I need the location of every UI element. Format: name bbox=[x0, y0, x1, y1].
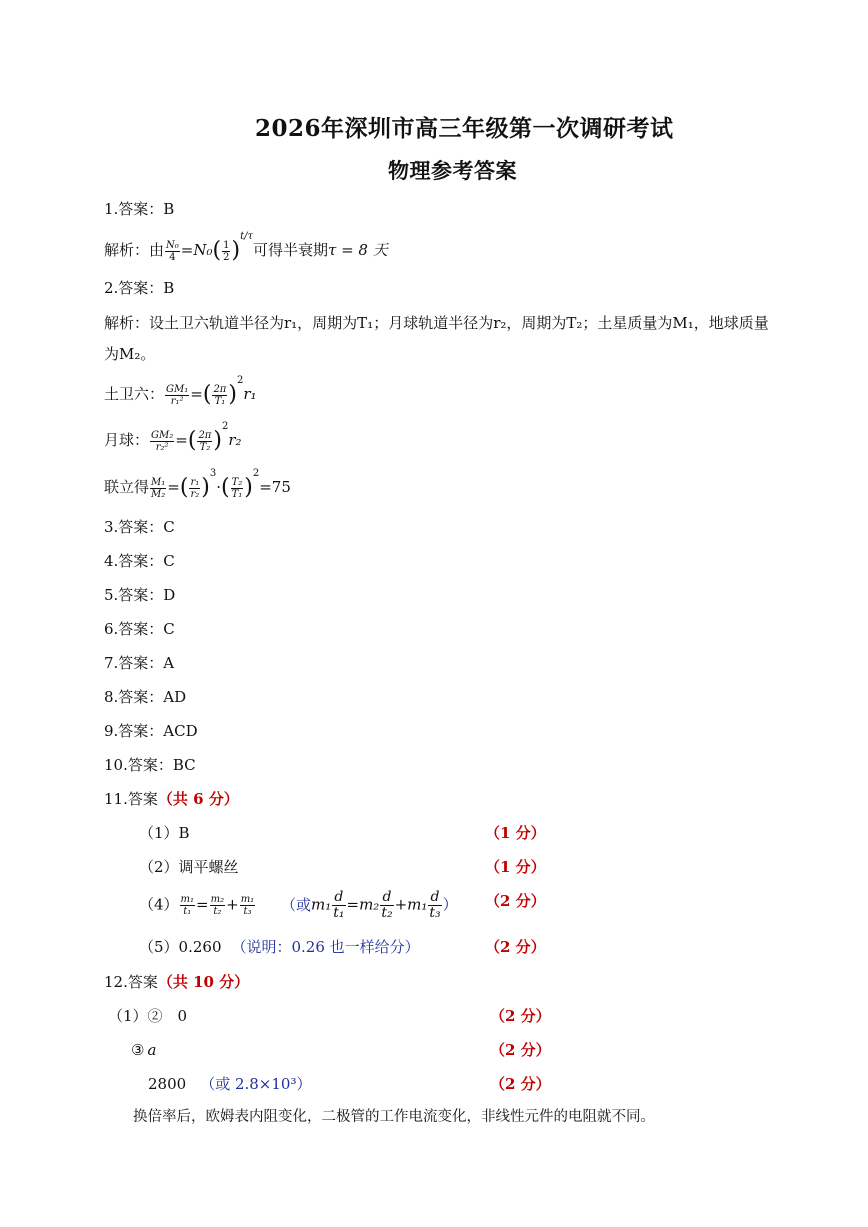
q2-analysis-line1: 解析：设土卫六轨道半径为r₁，周期为T₁；月球轨道半径为r₂，周期为T₂；土星质量为M₁，地球质量 bbox=[104, 314, 769, 332]
q2-combine-p1: $\frac{\text{r₁}}{\text{r₂}}$ bbox=[190, 476, 200, 500]
q1-half: $\frac{1}{2}$ bbox=[223, 239, 230, 263]
q2-moon6-frac: $\frac{\text{GM₁}}{\text{r₁²}}$ bbox=[166, 383, 189, 407]
q1-answer: 1.答案：B bbox=[104, 200, 175, 218]
q11-total: （共 6 分） bbox=[157, 790, 239, 808]
q2-combine-p2: $\frac{\text{T₂}}{\text{T₁}}$ bbox=[231, 476, 243, 500]
q12-row-3-note: （或 2.8×10³） bbox=[200, 1075, 312, 1093]
answer-8: 8.答案：AD bbox=[104, 688, 187, 706]
q12-explanation: 换倍率后，欧姆表内阻变化，二极管的工作电流变化，非线性元件的电阻就不同。 bbox=[133, 1109, 655, 1125]
q11-item-4: （4） $\frac{\text{m₁}}{\text{t₁}}$ = $\frac{\text{m₂}}{\text{t₂}}$ + $\frac{\text{m₁}}{\text{t₃}}$ （或m₁ $\frac{d}{\text{t₁}}$ =m₂ $\frac{d}{\text{t₂}}$ +m₁ $\frac{d}{\text{t₃}}$ ） bbox=[139, 889, 458, 921]
q1-analysis-prefix: 解析：由 bbox=[104, 241, 165, 259]
q11-item-4-label: （4） bbox=[139, 895, 179, 914]
q2-combine-result: =75 bbox=[259, 478, 291, 496]
q1-exp: t/τ bbox=[240, 231, 253, 242]
q11-score-4: （2 分） bbox=[485, 892, 546, 910]
q2-analysis-line2: 为M₂。 bbox=[104, 345, 156, 363]
q11-item-2: （2）调平螺丝 bbox=[139, 858, 239, 876]
q2-combine-eq: 联立得 $\frac{\text{M₁}}{\text{M₂}}$ =( $\frac{\text{r₁}}{\text{r₂}}$ )$^3$·( $\frac{\text{T₂}}{\text{T₁}}$ )$^2$=75 bbox=[104, 468, 291, 500]
answer-7: 7.答案：A bbox=[104, 654, 175, 672]
q2-combine-frac: $\frac{\text{M₁}}{\text{M₂}}$ bbox=[151, 476, 166, 500]
q2-moon6-eq: 土卫六： $\frac{\text{GM₁}}{\text{r₁²}}$ =( $\frac{2\pi}{\text{T₁}}$ )$^2$r₁ bbox=[104, 375, 257, 407]
q1-analysis: 解析：由 $\frac{\text{N₀}}{4}$ =N₀( $\frac{1}{2}$ )$^{t/\tau}$可得半衰期τ = 8 天 bbox=[104, 231, 388, 263]
q12-row-2-var: a bbox=[147, 1041, 157, 1059]
q11-score-2: （1 分） bbox=[485, 858, 546, 876]
q1-analysis-mid: 可得半衰期 bbox=[252, 241, 328, 259]
q2-moon6-paren-frac: $\frac{2\pi}{\text{T₁}}$ bbox=[213, 383, 227, 407]
q12-score-3: （2 分） bbox=[490, 1075, 551, 1093]
q2-moon-frac: $\frac{\text{GM₂}}{\text{r₂²}}$ bbox=[151, 429, 174, 453]
q1-n0: =N₀ bbox=[180, 241, 213, 259]
q1-result: τ = 8 天 bbox=[328, 241, 388, 259]
q1-frac: $\frac{\text{N₀}}{4}$ bbox=[166, 239, 179, 263]
q11-score-1: （1 分） bbox=[485, 824, 546, 842]
q11-item-1: （1）B bbox=[139, 824, 190, 842]
q12-header bbox=[104, 972, 249, 992]
q2-moon-label: 月球： bbox=[104, 431, 150, 449]
q2-moon-paren-frac: $\frac{2\pi}{\text{T₂}}$ bbox=[198, 429, 212, 453]
q12-row-3 bbox=[148, 1074, 311, 1094]
q12-label: 12.答案 bbox=[104, 973, 158, 991]
q12-score-1: （2 分） bbox=[490, 1007, 551, 1025]
q12-row-2 bbox=[131, 1040, 156, 1060]
q12-score-2: （2 分） bbox=[490, 1041, 551, 1059]
q12-row-2-label: ③ bbox=[131, 1041, 145, 1059]
q11-item-5-note: （说明：0.26 也一样给分） bbox=[231, 938, 420, 956]
page-title: 2026年深圳市高三年级第一次调研考试 bbox=[255, 115, 674, 142]
q2-answer: 2.答案：B bbox=[104, 279, 175, 297]
q12-row-3-value: 2800 bbox=[148, 1075, 187, 1093]
answer-6: 6.答案：C bbox=[104, 620, 175, 638]
q11-alt-open: （或 bbox=[280, 895, 311, 914]
q2-combine-label: 联立得 bbox=[104, 478, 150, 496]
q2-moon6-label: 土卫六： bbox=[104, 385, 165, 403]
q11-item-5-label: （5）0.260 bbox=[139, 938, 222, 956]
answer-9: 9.答案：ACD bbox=[104, 722, 198, 740]
answer-4: 4.答案：C bbox=[104, 552, 175, 570]
q2-moon-eq: 月球： $\frac{\text{GM₂}}{\text{r₂²}}$ =( $\frac{2\pi}{\text{T₂}}$ )$^2$r₂ bbox=[104, 421, 242, 453]
q11-score-5: （2 分） bbox=[485, 938, 546, 956]
q11-alt-close: ） bbox=[442, 895, 458, 914]
answer-5: 5.答案：D bbox=[104, 586, 176, 604]
answer-3: 3.答案：C bbox=[104, 518, 175, 536]
q12-total: （共 10 分） bbox=[157, 973, 250, 991]
q11-label: 11.答案 bbox=[104, 790, 158, 808]
q11-header bbox=[104, 789, 239, 809]
q11-item-5 bbox=[139, 937, 420, 957]
answer-10: 10.答案：BC bbox=[104, 756, 196, 774]
page-subtitle: 物理参考答案 bbox=[388, 158, 517, 183]
q12-row-1: （1）② 0 bbox=[108, 1007, 188, 1025]
